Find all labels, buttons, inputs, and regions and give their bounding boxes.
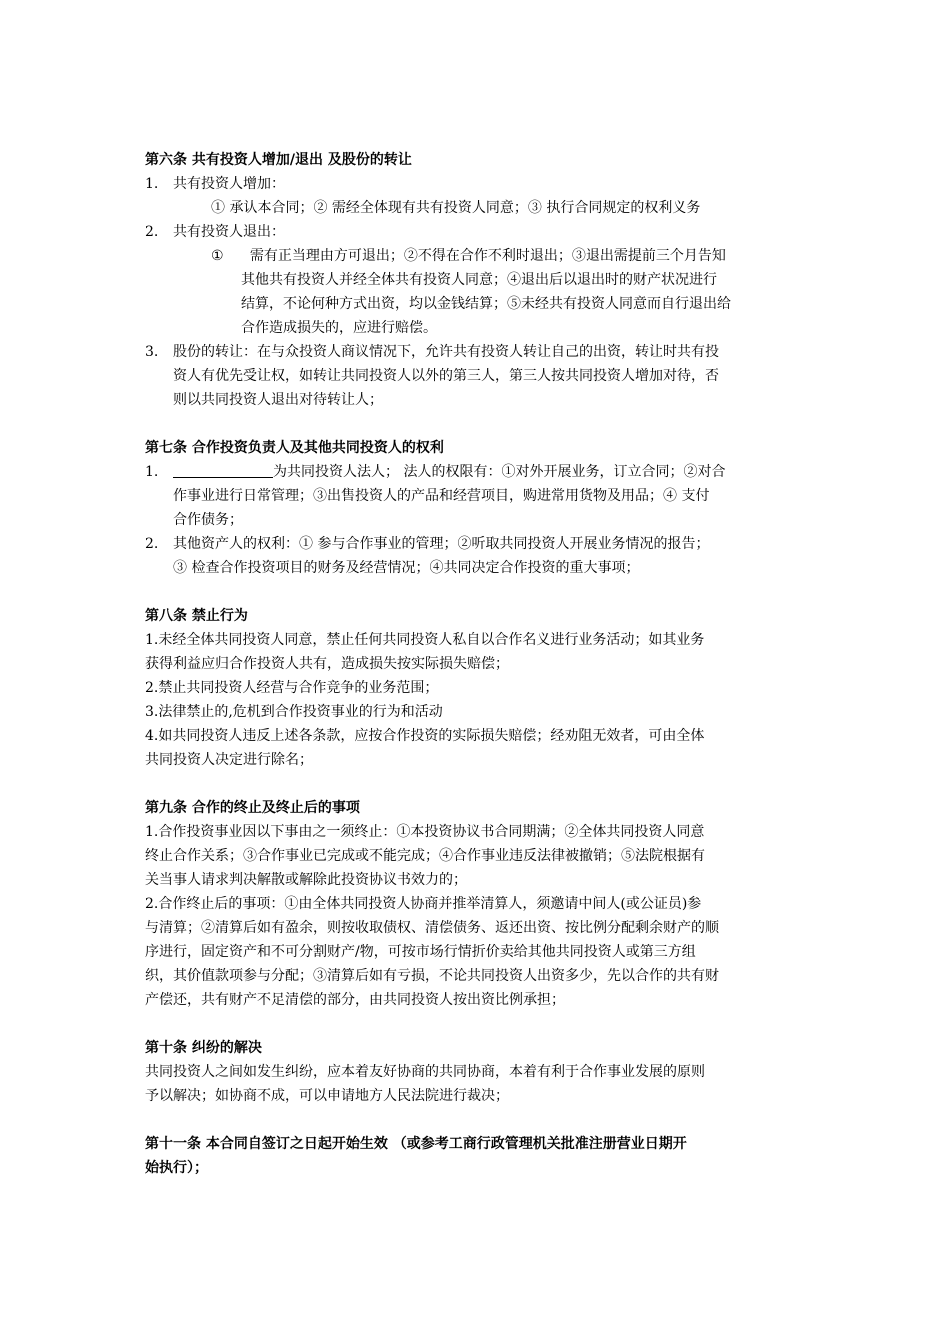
sub-body [241,244,731,340]
section-10-line: 共同投资人之间如发生纠纷，应本着友好协商的共同协商，本着有利于合作事业发展的原则 [145,1064,705,1080]
section-7-title: 第七条 合作投资负责人及其他共同投资人的权利 [145,440,444,456]
item-body [173,532,810,580]
item-line: ③ 检查合作投资项目的财务及经营情况；④共同决定合作投资的重大事项； [173,560,640,576]
section-9-line: 与清算；②清算后如有盈余，则按收取债权、清偿债务、返还出资、按比例分配剩余财产的顺 [145,920,719,936]
item-line-text: 为共同投资人法人； 法人的权限有：①对外开展业务，订立合同；②对合 [273,464,726,480]
item-line [173,460,810,484]
document-page [145,148,810,1180]
item-number: 2. [145,536,159,552]
spacer [145,772,810,796]
sub-line: 需有正当理由方可退出；②不得在合作不利时退出；③退出需提前三个月告知 [241,248,726,264]
item-line: 作事业进行日常管理；③出售投资人的产品和经营项目，购进常用货物及用品；④ 支付 [173,488,710,504]
section-6-item-1-sub: ① 承认本合同；② 需经全体现有共有投资人同意；③ 执行合同规定的权利义务 [211,200,701,216]
item-body [173,460,810,532]
section-8-line: 共同投资人决定进行除名； [145,752,313,768]
section-6-item-1 [145,172,810,196]
sub-line: 结算，不论何种方式出资，均以金钱结算；⑤未经共有投资人同意而自行退出给 [241,296,731,312]
section-6-title: 第六条 共有投资人增加/退出 及股份的转让 [145,152,412,168]
section-9-line: 2.合作终止后的事项：①由全体共同投资人协商并推举清算人，须邀请中间人(或公证员)参 [145,896,702,912]
item-line: 则以共同投资人退出对待转让人； [173,392,383,408]
section-11-title-cont: 始执行）； [145,1160,208,1176]
item-number: 3. [145,344,159,360]
item-line: 其他资产人的权利：① 参与合作事业的管理；②听取共同投资人开展业务情况的报告； [173,536,710,552]
sub-line: 合作造成损失的，应进行赔偿。 [241,320,437,336]
section-10-title: 第十条 纠纷的解决 [145,1040,262,1056]
item-line: 合作债务； [173,512,243,528]
section-11-title: 第十一条 本合同自签订之日起开始生效 （或参考工商行政管理机关批准注册营业日期开 [145,1136,687,1152]
section-6-item-3 [145,340,810,412]
item-number: 1. [145,176,159,192]
section-8-line: 2.禁止共同投资人经营与合作竞争的业务范围； [145,680,439,696]
item-text: 共有投资人退出： [173,224,285,240]
sub-line: 其他共有投资人并经全体共有投资人同意；④退出后以退出时的财产状况进行 [241,272,717,288]
section-9-line: 产偿还，共有财产不足清偿的部分，由共同投资人按出资比例承担； [145,992,565,1008]
section-10-line: 予以解决；如协商不成，可以申请地方人民法院进行裁决； [145,1088,509,1104]
spacer [145,1012,810,1036]
item-line: 资人有优先受让权，如转让共同投资人以外的第三人，第三人按共同投资人增加对待，否 [173,368,719,384]
item-body [173,340,810,412]
section-6-item-2-sub [145,244,810,340]
section-9-line: 序进行，固定资产和不可分割财产/物，可按市场行情折价卖给其他共同投资人或第三方组 [145,944,696,960]
item-line: 股份的转让：在与众投资人商议情况下，允许共有投资人转让自己的出资，转让时共有投 [173,344,719,360]
section-9-line: 关当事人请求判决解散或解除此投资协议书效力的； [145,872,467,888]
section-8-line: 1.未经全体共同投资人同意，禁止任何共同投资人私自以合作名义进行业务活动；如其业务 [145,632,705,648]
item-text: 共有投资人增加： [173,176,285,192]
section-8-title: 第八条 禁止行为 [145,608,248,624]
section-7-item-2 [145,532,810,580]
section-8-line: 获得利益应归合作投资人共有，造成损失按实际损失赔偿； [145,656,509,672]
item-number: 1. [145,464,159,480]
section-9-line: 1.合作投资事业因以下事由之一须终止：①本投资协议书合同期满；②全体共同投资人同意 [145,824,705,840]
section-7-item-1 [145,460,810,532]
section-9-title: 第九条 合作的终止及终止后的事项 [145,800,360,816]
section-9-line: 织，其价值款项参与分配；③清算后如有亏损，不论共同投资人出资多少，先以合作的共有财 [145,968,719,984]
section-6-item-2 [145,220,810,244]
spacer [145,580,810,604]
item-number: 2. [145,224,159,240]
spacer [145,1108,810,1132]
section-8-line: 4.如共同投资人违反上述各条款，应按合作投资的实际损失赔偿；经劝阻无效者，可由全体 [145,728,705,744]
spacer [145,412,810,436]
section-9-line: 终止合作关系；③合作事业已完成或不能完成；④合作事业违反法律被撤销；⑤法院根据有 [145,848,705,864]
fill-in-blank [173,463,273,478]
sub-marker: ① [211,248,224,264]
section-8-line: 3.法律禁止的,危机到合作投资事业的行为和活动 [145,704,443,720]
